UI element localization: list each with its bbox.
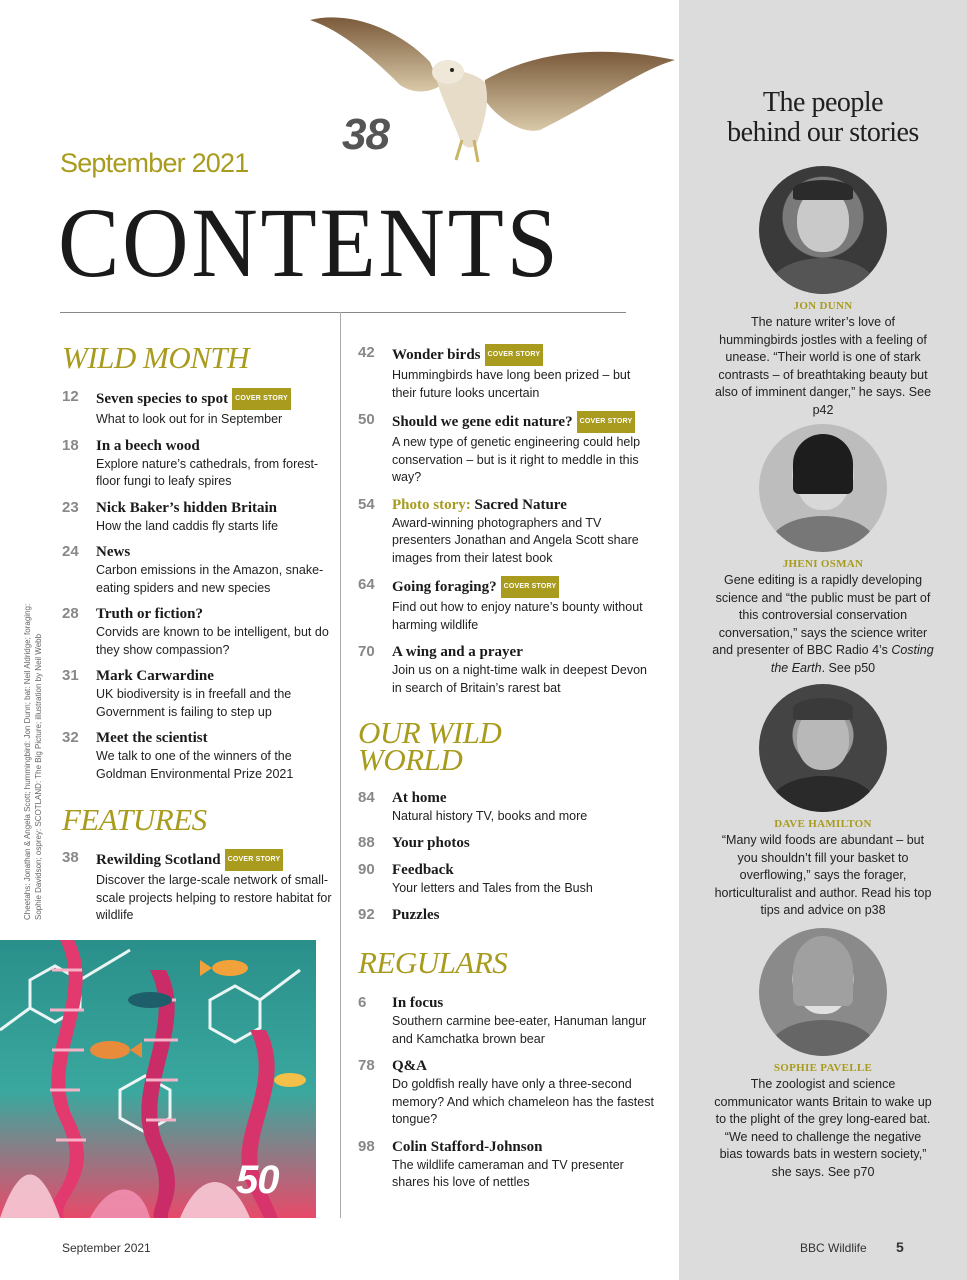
osprey-image bbox=[280, 0, 680, 170]
contributor-name: JON DUNN bbox=[793, 300, 853, 312]
entry-page: 23 bbox=[62, 498, 79, 516]
column-divider bbox=[340, 312, 341, 1218]
entry-description: Southern carmine bee-eater, Hanuman langur and Kamchatka brown bear bbox=[392, 1014, 647, 1046]
entry-title: Should we gene edit nature? COVER STORY bbox=[392, 411, 658, 433]
entry-title: In a beech wood bbox=[96, 437, 200, 454]
entry-description: Find out how to enjoy nature’s bounty without harming wildlife bbox=[392, 600, 643, 632]
contributor-sophie-pavelle bbox=[679, 928, 967, 1181]
entry-page: 18 bbox=[62, 436, 79, 454]
entry-page: 54 bbox=[358, 495, 375, 513]
contributor-name: JHENI OSMAN bbox=[782, 558, 864, 570]
contributors-sidebar bbox=[679, 0, 967, 1280]
entry-page: 50 bbox=[358, 411, 375, 428]
page-title: CONTENTS bbox=[58, 187, 561, 298]
entry-page: 70 bbox=[358, 643, 375, 660]
footer-brand: BBC Wildlife bbox=[800, 1241, 867, 1255]
entry-title: A wing and a prayer bbox=[392, 644, 523, 660]
contents-entry[interactable] bbox=[62, 729, 332, 783]
entry-description: Join us on a night-time walk in deepest Devon in search of Britain’s rarest bat bbox=[392, 663, 648, 695]
avatar bbox=[759, 684, 887, 812]
entry-description: Do goldfish really have only a three-second memory? And which chameleon has the fastest tongue? bbox=[392, 1077, 654, 1126]
contents-entry[interactable] bbox=[358, 1057, 658, 1129]
contributor-bio: The zoologist and science communicator wants Britain to wake up to the plight of the grey long-eared bat. “We need to challenge the negative bias towards bats in western society,” she says. See p70 bbox=[714, 1077, 932, 1179]
entry-title: Your photos bbox=[392, 834, 470, 851]
contents-entry[interactable] bbox=[358, 906, 658, 924]
cover-story-badge: COVER STORY bbox=[225, 849, 284, 871]
cover-story-badge: COVER STORY bbox=[485, 344, 544, 366]
entry-page: 28 bbox=[62, 605, 79, 622]
contents-entry[interactable] bbox=[62, 388, 332, 429]
entry-page: 98 bbox=[358, 1137, 375, 1155]
issue-date: September 2021 bbox=[60, 148, 249, 178]
picture-credits: Cheetahs: Jonathan & Angela Scott; hummingbird: Jon Dunn; bat: Neil Aldridge; foraging: Sophie Davidson; osprey: SCOTLAND: The Big Picture; illustration by Neil Webb bbox=[23, 603, 43, 920]
entry-title: Seven species to spot COVER STORY bbox=[96, 388, 332, 410]
entry-page: 84 bbox=[358, 789, 375, 806]
contents-entry[interactable] bbox=[358, 834, 658, 852]
entry-title: Going foraging? COVER STORY bbox=[392, 576, 658, 598]
entry-description: Award-winning photographers and TV presenters Jonathan and Angela Scott share images from their latest book bbox=[392, 515, 639, 565]
entry-description: UK biodiversity is in freefall and the Government is failing to step up bbox=[96, 687, 292, 719]
entry-title: Rewilding Scotland COVER STORY bbox=[96, 849, 332, 871]
contents-entry[interactable] bbox=[358, 643, 658, 697]
contents-entry[interactable] bbox=[358, 576, 658, 634]
entry-title: Meet the scientist bbox=[96, 730, 208, 746]
contents-entry[interactable] bbox=[62, 437, 332, 491]
entry-title: Colin Stafford-Johnson bbox=[392, 1138, 543, 1155]
entry-title: Nick Baker’s hidden Britain bbox=[96, 499, 277, 516]
left-column bbox=[62, 340, 332, 925]
footer-issue-date: September 2021 bbox=[62, 1241, 151, 1255]
contents-entry[interactable] bbox=[358, 411, 658, 487]
section-heading-regulars: REGULARS bbox=[358, 945, 508, 980]
entry-description: What to look out for in September bbox=[96, 412, 283, 426]
contents-entry[interactable] bbox=[358, 344, 658, 402]
contributor-jheni-osman bbox=[679, 424, 967, 677]
contributor-name: DAVE HAMILTON bbox=[774, 818, 872, 830]
entry-description: Carbon emissions in the Amazon, snake-eating spiders and new species bbox=[96, 563, 324, 595]
contents-entry[interactable] bbox=[62, 849, 332, 925]
contributor-jon-dunn bbox=[679, 166, 967, 419]
entry-page: 92 bbox=[358, 906, 375, 923]
title-divider bbox=[60, 312, 626, 313]
entry-page: 32 bbox=[62, 729, 79, 746]
sidebar-title: The people behind our stories bbox=[727, 87, 919, 148]
entry-page: 31 bbox=[62, 667, 79, 684]
section-heading-wild-month: WILD MONTH bbox=[62, 340, 250, 375]
section-heading-our-wild-world: OUR WILD WORLD bbox=[358, 715, 502, 777]
entry-title: Q&A bbox=[392, 1058, 427, 1074]
contents-entry[interactable] bbox=[358, 789, 658, 826]
contents-entry[interactable] bbox=[62, 543, 332, 597]
entry-page: 24 bbox=[62, 543, 79, 560]
contents-entry[interactable] bbox=[358, 861, 658, 898]
entry-page: 90 bbox=[358, 860, 375, 878]
entry-description: A new type of genetic engineering could help conservation – but is it right to meddle in this way? bbox=[392, 435, 641, 484]
contributor-name: SOPHIE PAVELLE bbox=[773, 1062, 873, 1074]
entry-title: Wonder birds COVER STORY bbox=[392, 344, 658, 366]
entry-title: Mark Carwardine bbox=[96, 668, 214, 684]
avatar bbox=[759, 928, 887, 1056]
entry-page: 38 bbox=[62, 849, 79, 866]
contents-entry[interactable] bbox=[62, 605, 332, 659]
entry-description: The wildlife cameraman and TV presenter shares his love of nettles bbox=[392, 1157, 624, 1189]
contents-entry[interactable] bbox=[62, 499, 332, 536]
entry-title: In focus bbox=[392, 995, 444, 1011]
contents-entry[interactable] bbox=[62, 667, 332, 721]
contributor-bio: The nature writer’s love of hummingbirds jostles with a feeling of unease. “Their world is one of stark contrasts – of breathtaking beauty but also of imminent danger,” he says. See p42 bbox=[714, 315, 932, 417]
entry-page: 6 bbox=[358, 994, 367, 1011]
entry-title: At home bbox=[392, 790, 447, 806]
entry-description: Explore nature’s cathedrals, from forest-floor fungi to leafy spires bbox=[96, 456, 319, 488]
contents-entry[interactable] bbox=[358, 496, 658, 568]
entry-title: Feedback bbox=[392, 861, 454, 878]
entry-title: Puzzles bbox=[392, 907, 440, 923]
illustration-page-number: 50 bbox=[236, 1158, 279, 1202]
entry-page: 12 bbox=[62, 388, 79, 405]
contents-entry[interactable] bbox=[358, 1138, 658, 1192]
entry-description: Hummingbirds have long been prized – but their future looks uncertain bbox=[392, 368, 631, 400]
contents-entry[interactable] bbox=[358, 994, 658, 1048]
cover-story-badge: COVER STORY bbox=[232, 388, 291, 410]
entry-title: Photo story: Sacred Nature bbox=[392, 496, 567, 513]
avatar bbox=[759, 424, 887, 552]
entry-description: We talk to one of the winners of the Goldman Environmental Prize 2021 bbox=[96, 749, 294, 781]
entry-page: 64 bbox=[358, 576, 375, 593]
avatar bbox=[759, 166, 887, 294]
entry-description: Discover the large-scale network of small-scale projects helping to restore habitat for wildlife bbox=[96, 873, 332, 922]
entry-description: How the land caddis fly starts life bbox=[96, 518, 279, 533]
cover-story-badge: COVER STORY bbox=[577, 411, 636, 433]
entry-description: Corvids are known to be intelligent, but do they show compassion? bbox=[96, 625, 329, 657]
entry-description: Natural history TV, books and more bbox=[392, 809, 588, 823]
right-column bbox=[358, 344, 658, 1192]
entry-title: News bbox=[96, 544, 131, 560]
contributor-bio: “Many wild foods are abundant – but you shouldn’t fill your basket to overflowing,” says the forager, horticulturalist and author. Read his top tips and advice on p38 bbox=[714, 833, 932, 917]
entry-page: 42 bbox=[358, 344, 375, 361]
entry-page: 88 bbox=[358, 833, 375, 851]
footer-page-number: 5 bbox=[896, 1239, 904, 1255]
section-heading-features: FEATURES bbox=[62, 802, 207, 837]
entry-description: Your letters and Tales from the Bush bbox=[392, 880, 593, 895]
featured-page-number: 38 bbox=[342, 110, 389, 159]
contributor-dave-hamilton bbox=[679, 684, 967, 920]
entry-title: Truth or fiction? bbox=[96, 606, 203, 622]
entry-page: 78 bbox=[358, 1057, 375, 1074]
cover-story-badge: COVER STORY bbox=[501, 576, 560, 598]
contributor-bio: Gene editing is a rapidly developing science and “the public must be part of this controversial conservation conversation,” says the science writer and presenter of BBC Radio 4’s Costing the Earth. See p50 bbox=[712, 573, 934, 675]
